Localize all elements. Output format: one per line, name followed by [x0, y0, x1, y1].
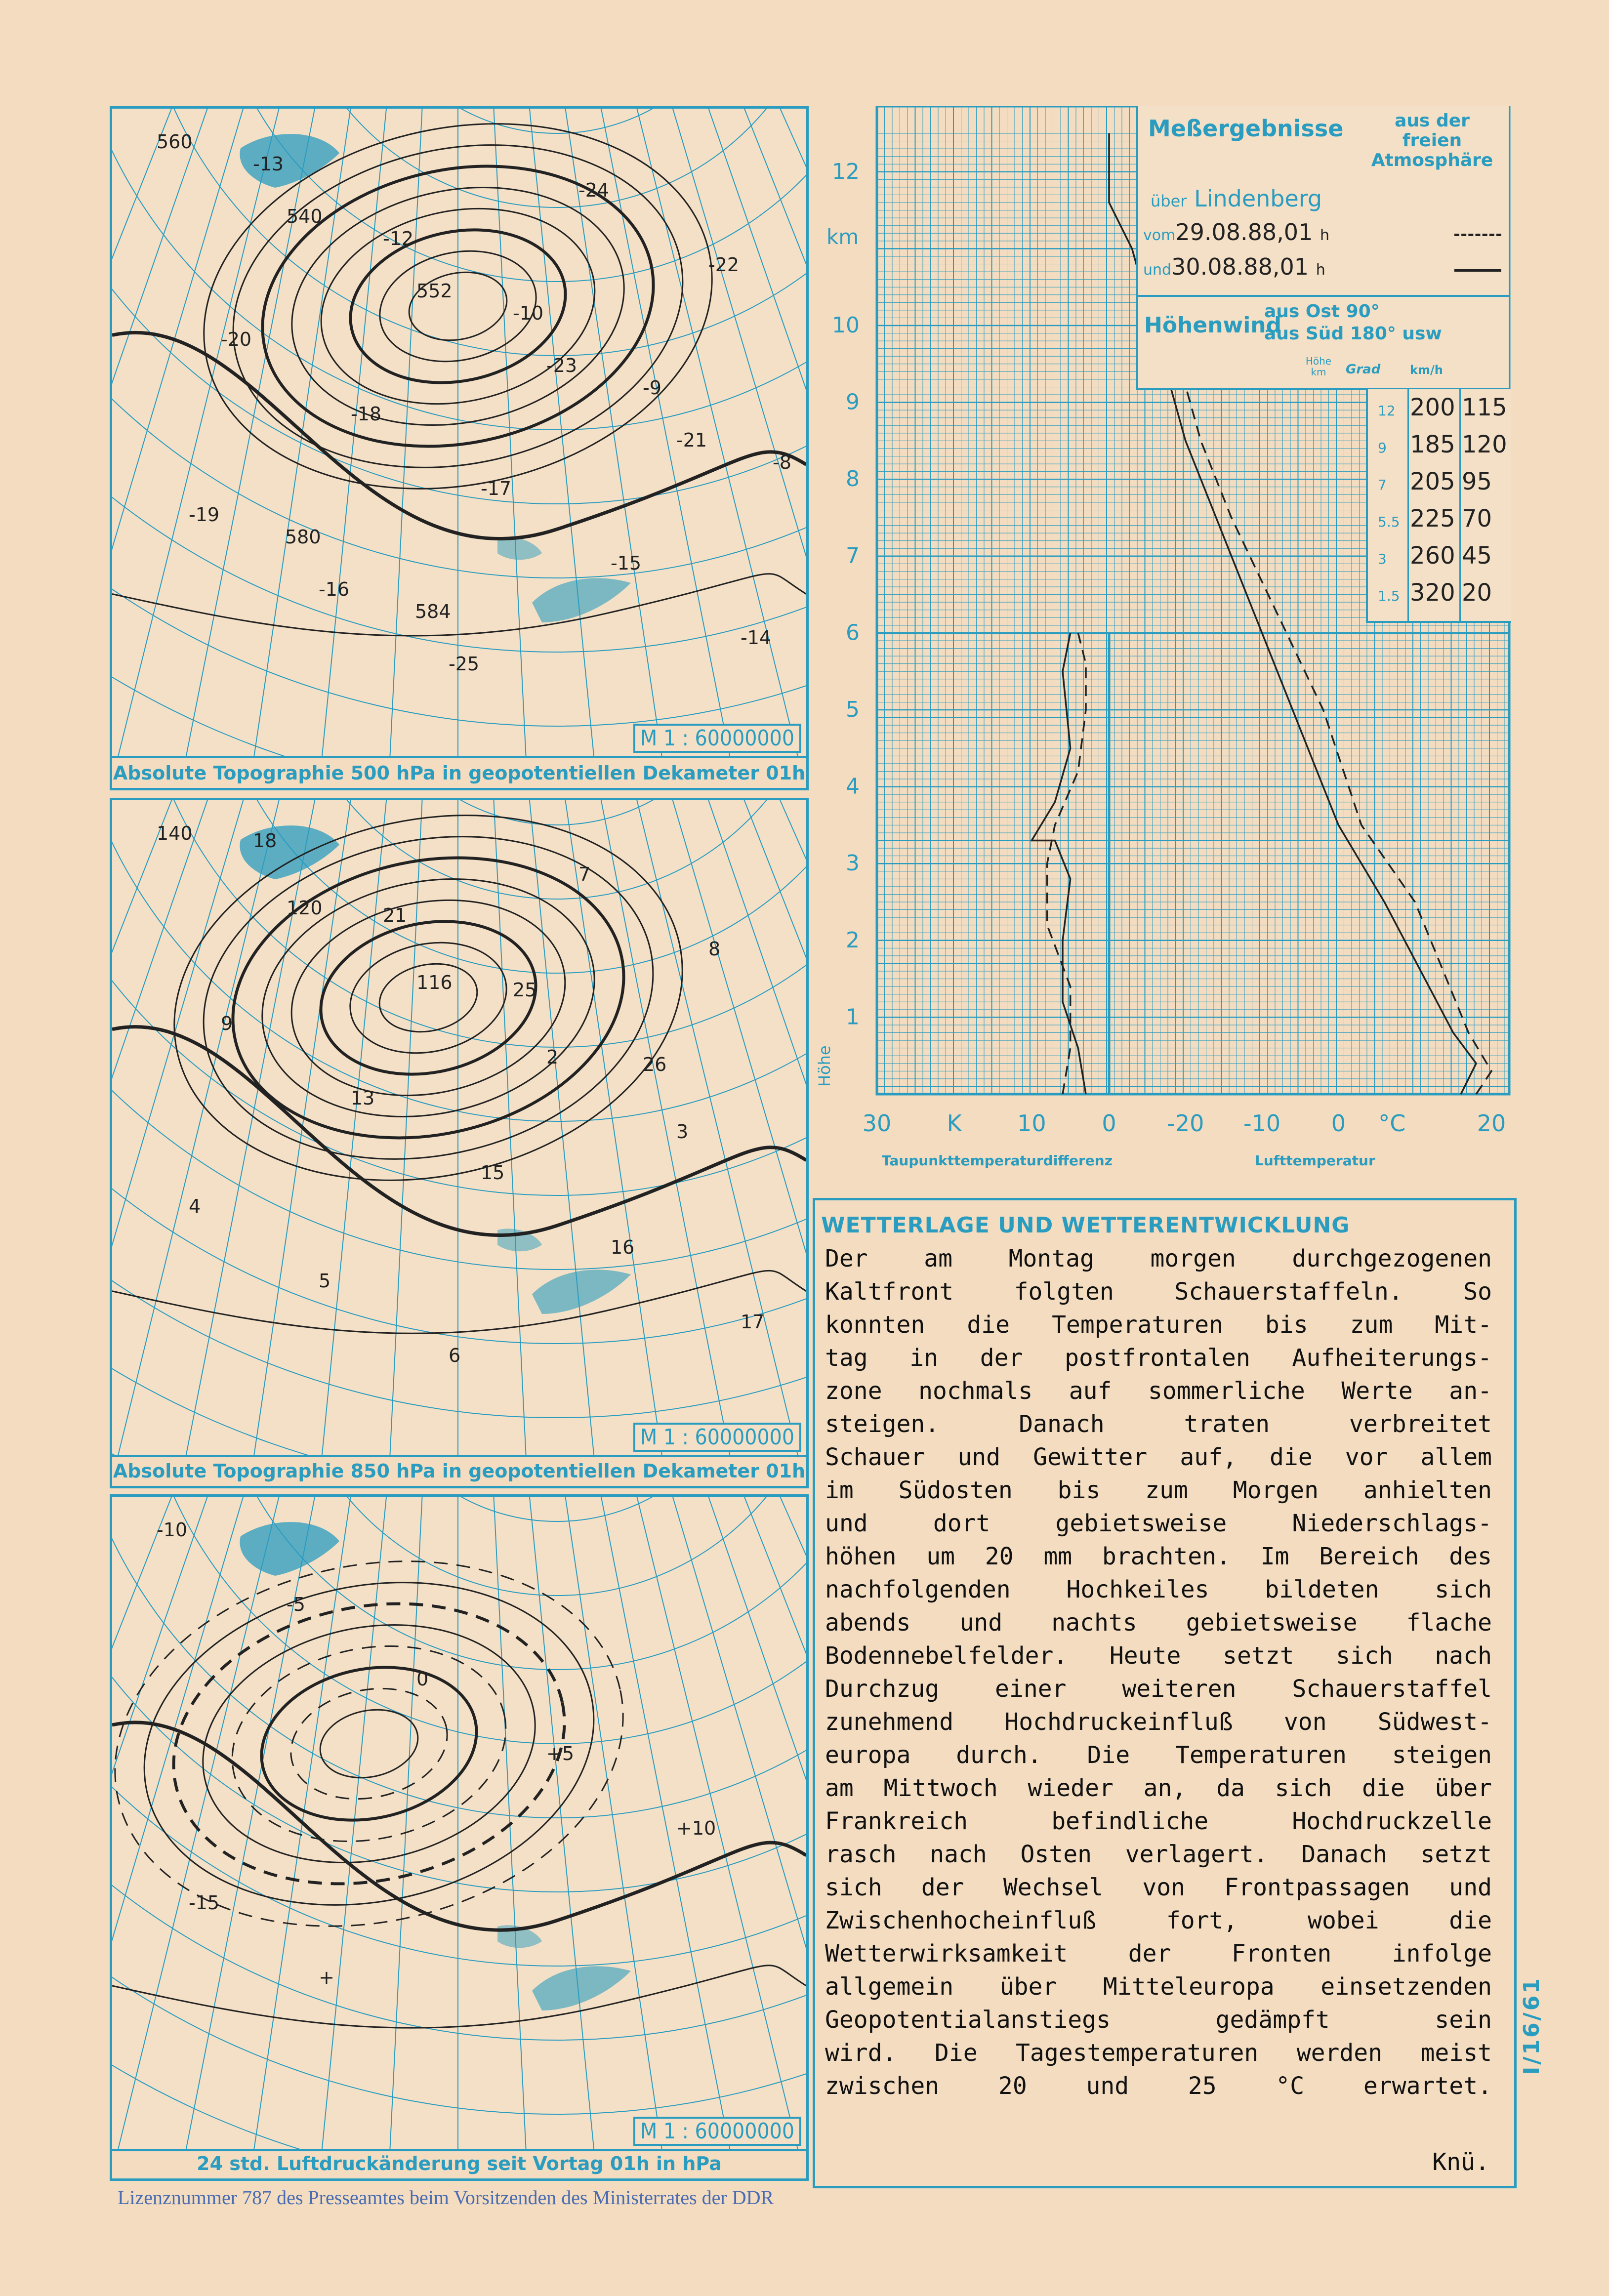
dew-axis-label: Taupunkttemperaturdifferenz: [882, 1152, 1113, 1169]
temp-axis-label: Lufttemperatur: [1255, 1152, 1375, 1169]
meridian-line: [112, 800, 285, 1455]
text-line: Schauer und Gewitter auf, die vor allem: [825, 1443, 1492, 1471]
y-tick-label: 4: [846, 774, 860, 799]
text-line: rasch nach Osten verlagert. Danach setzt: [825, 1841, 1492, 1868]
meridian-line: [700, 800, 806, 1455]
text-line: am Mittwoch wieder an, da sich die über: [825, 1774, 1492, 1802]
isoline-label: 13: [351, 1087, 375, 1109]
signature: Knü.: [1432, 2148, 1489, 2176]
text-line: konnten die Temperaturen bis zum Mit-: [825, 1311, 1492, 1339]
isoline: [373, 955, 483, 1041]
meridian-line: [320, 109, 389, 756]
isoline-label: -15: [611, 552, 642, 574]
map-pressure-change: [110, 1494, 809, 2151]
isoline-label: 580: [285, 526, 321, 548]
chart-location-row: [1151, 185, 1322, 212]
wind-row-degree: 320: [1410, 579, 1455, 607]
isoline: [340, 929, 517, 1067]
isoline-label: -22: [708, 254, 740, 276]
text-line: Wetterwirksamkeit der Fronten infolge: [825, 1940, 1492, 1968]
isoline-label: +5: [546, 1743, 575, 1764]
wind-row-speed: 95: [1462, 468, 1492, 495]
isoline-label: -8: [773, 451, 791, 473]
text-line: Kaltfront folgten Schauerstaffeln. So: [825, 1278, 1492, 1306]
isoline-label: 5: [319, 1270, 331, 1292]
y-tick-label: 8: [846, 466, 860, 492]
parallel-arc: [359, 800, 754, 825]
parallel-arc: [359, 1497, 754, 1521]
meridian-line: [700, 109, 806, 756]
isoline-label: 560: [157, 131, 193, 153]
wind-row-height: 1.5: [1378, 588, 1400, 604]
wind-header-height: Höhe km: [1305, 355, 1332, 378]
isoline-label: 140: [157, 822, 193, 844]
map-850hpa-drawing: [112, 800, 806, 1455]
map-pressure-change-scale: M 1 : 60000000: [633, 2117, 801, 2146]
alps-area: [532, 1966, 631, 2010]
map-850hpa-scale: M 1 : 60000000: [633, 1423, 801, 1452]
chart-location-prefix: über: [1151, 192, 1187, 210]
isoline-label: 15: [481, 1162, 505, 1184]
chart-run2-prefix: und: [1143, 261, 1172, 279]
meridian-line: [112, 1497, 216, 2149]
isoline-label: 120: [287, 897, 323, 919]
text-line: Durchzug einer weiteren Schauerstaffel: [825, 1675, 1492, 1703]
chart-subtitle: aus der freien Atmosphäre: [1371, 111, 1493, 170]
parallel-arc: [112, 1497, 806, 1818]
meridian-line: [735, 800, 806, 1455]
wind-note-south: aus Süd 180° usw: [1264, 324, 1442, 344]
temp-tick-label: -20: [1167, 1110, 1204, 1137]
isoline-label: -16: [319, 578, 350, 600]
chart-legend: [1136, 106, 1509, 390]
isoline-label: -10: [157, 1519, 188, 1541]
chart-run1-prefix: vom: [1143, 227, 1176, 244]
parallel-arc: [285, 1497, 806, 1596]
isoline-label: -15: [189, 1892, 220, 1914]
wind-title: Höhenwind: [1144, 313, 1282, 338]
chart-run1-row: [1143, 219, 1329, 246]
isoline-label: -14: [741, 627, 772, 649]
text-line: wird. Die Tagestemperaturen werden meist: [825, 2039, 1492, 2067]
temp-tick-label: -10: [1243, 1110, 1281, 1137]
isoline-label: 9: [221, 1013, 233, 1034]
text-line: Zwischenhocheinfluß fort, wobei die: [825, 1907, 1492, 1934]
isoline-label: 540: [287, 205, 323, 227]
wind-row-speed: 70: [1462, 505, 1492, 533]
wind-table: [1366, 389, 1511, 623]
wind-row-degree: 185: [1410, 431, 1455, 458]
wind-note-east: aus Ost 90°: [1264, 301, 1380, 322]
isoline-label: 7: [578, 863, 591, 885]
wind-row-degree: 205: [1410, 468, 1455, 495]
meridian-line: [735, 109, 806, 756]
isoline-label: 26: [643, 1054, 667, 1075]
map-isolines: [112, 1516, 806, 2028]
isoline: [314, 1701, 424, 1787]
lake-area: [497, 537, 542, 560]
wind-row-speed: 120: [1462, 431, 1507, 458]
isoline-label: 6: [449, 1345, 461, 1366]
isoline-label: 3: [676, 1121, 689, 1143]
isoline-label: -18: [351, 403, 382, 425]
y-tick-label: 1: [846, 1004, 860, 1030]
isoline-label: 116: [416, 972, 453, 993]
y-tick-label: 5: [846, 697, 860, 722]
isoline-label: -5: [287, 1594, 305, 1615]
temp-tick-label: °C: [1378, 1110, 1406, 1137]
meridian-line: [112, 109, 285, 756]
isoline-label: -20: [221, 328, 252, 350]
text-line: zunehmend Hochdruckeinfluß von Südwest-: [825, 1708, 1492, 1736]
meridian-line: [735, 1497, 806, 2149]
y-tick-label: 10: [832, 313, 860, 338]
isoline-label: 17: [741, 1311, 765, 1333]
wind-row-degree: 225: [1410, 505, 1455, 533]
meridian-line: [631, 109, 804, 756]
text-line: tag in der postfrontalen Aufheiterungs-: [825, 1344, 1492, 1372]
text-line: und dort gebietsweise Niederschlags-: [825, 1510, 1492, 1537]
isoline-label: -23: [546, 355, 578, 376]
dew-tick-label: 0: [1102, 1110, 1116, 1137]
y-tick-label: 7: [846, 543, 860, 569]
map-850hpa: [110, 798, 809, 1457]
dew-tick-label: 10: [1017, 1110, 1046, 1137]
isoline-label: +: [319, 1967, 334, 1988]
map-500hpa: [110, 106, 809, 758]
text-line: höhen um 20 mm brachten. Im Bereich des: [825, 1543, 1492, 1570]
isoline-label: +10: [676, 1817, 716, 1839]
text-line: europa durch. Die Temperaturen steigen: [825, 1741, 1492, 1769]
text-line: zone nochmals auf sommerliche Werte an-: [825, 1377, 1492, 1405]
parallel-arc: [112, 800, 806, 1270]
chart-run1-date: 29.08.88,01: [1175, 219, 1313, 246]
dew-tick-label: 30: [862, 1110, 892, 1137]
weather-text-panel: [813, 1198, 1517, 2188]
temp-tick-label: 20: [1477, 1110, 1506, 1137]
isoline-label: -17: [481, 478, 512, 499]
isoline-label: -10: [513, 302, 544, 324]
temp-tick-label: 0: [1331, 1110, 1346, 1137]
map-500hpa-caption: Absolute Topographie 500 hPa in geopotentiellen Dekameter 01h: [110, 758, 809, 790]
isoline-label: -12: [383, 228, 414, 249]
wind-row-height: 9: [1378, 440, 1387, 456]
isoline-label: 21: [383, 904, 407, 926]
isoline-label: -24: [578, 179, 610, 201]
meridian-line: [804, 1497, 806, 2149]
map-500hpa-drawing: [112, 109, 806, 756]
chart-run1-dash-sample: [1454, 234, 1501, 236]
meridian-line: [493, 800, 527, 1455]
meridian-line: [769, 109, 806, 756]
isoline: [214, 1622, 524, 1866]
license-note: Lizenznummer 787 des Presseamtes beim Vorsitzenden des Ministerrates der DDR: [118, 2186, 774, 2209]
map-pressure-change-caption: 24 std. Luftdruckänderung seit Vortag 01h in hPa: [110, 2149, 809, 2181]
wind-row-speed: 20: [1462, 579, 1492, 607]
parallel-arc: [285, 109, 806, 207]
chart-run2-row: [1143, 253, 1325, 280]
isoline-label: -13: [253, 153, 284, 175]
meridian-line: [804, 800, 806, 1455]
wind-row-speed: 45: [1462, 542, 1492, 570]
isoline-label: 0: [416, 1668, 429, 1690]
chart-title: Meßergebnisse: [1148, 115, 1344, 142]
text-line: Frankreich befindliche Hochdruckzelle: [825, 1807, 1492, 1835]
y-tick-label: 3: [846, 851, 860, 876]
isoline-label: 584: [415, 601, 451, 622]
meridian-line: [112, 1497, 285, 2149]
meridian-line: [389, 800, 423, 1455]
wind-header-speed: km/h: [1410, 363, 1443, 377]
isoline-label: -9: [643, 377, 661, 399]
map-500hpa-scale: M 1 : 60000000: [633, 724, 801, 753]
meridian-line: [631, 1497, 804, 2149]
meridian-line: [700, 1497, 806, 2149]
wind-row-height: 3: [1378, 551, 1387, 567]
chart-location: Lindenberg: [1194, 185, 1322, 212]
y-tick-label: 12: [832, 159, 860, 184]
glacier-area: [240, 1522, 339, 1576]
parallel-arc: [112, 109, 806, 726]
chart-run2-date: 30.08.88,01: [1171, 253, 1309, 280]
isoline-label: 18: [253, 830, 277, 852]
isoline-label: 2: [546, 1046, 559, 1068]
sounding-chart: [813, 106, 1512, 1173]
wind-row-height: 7: [1378, 477, 1387, 493]
meridian-line: [112, 800, 216, 1455]
weather-text-title: WETTERLAGE UND WETTERENTWICKLUNG: [821, 1213, 1350, 1238]
meridian-line: [320, 1497, 389, 2149]
chart-run1-suffix: h: [1320, 227, 1329, 244]
y-unit: km: [826, 225, 859, 249]
wind-row-speed: 115: [1462, 394, 1507, 421]
map-850hpa-caption: Absolute Topographie 850 hPa in geopotentiellen Dekameter 01h: [110, 1456, 809, 1488]
meridian-line: [769, 1497, 806, 2149]
y-axis-title: Höhe: [815, 1045, 834, 1087]
alps-area: [532, 1270, 631, 1314]
isoline-label: 4: [189, 1195, 201, 1217]
y-tick-label: 6: [846, 620, 860, 646]
wind-table-rule: [1407, 389, 1409, 621]
weather-text-body: [825, 1242, 1492, 2103]
map-pressure-change-drawing: [112, 1497, 806, 2149]
text-line: steigen. Danach traten verbreitet: [825, 1410, 1492, 1438]
isoline: [147, 1569, 591, 1919]
text-line: abends und nachts gebietsweise flache: [825, 1609, 1492, 1637]
chart-run2-suffix: h: [1316, 261, 1325, 279]
wind-header-degree: Grad: [1346, 362, 1381, 377]
text-line: Bodennebelfelder. Heute setzt sich nach: [825, 1642, 1492, 1670]
wind-row-height: 12: [1378, 403, 1396, 419]
isoline-label: -25: [449, 653, 480, 675]
y-tick-label: 2: [846, 927, 860, 953]
chart-run2-solid-sample: [1454, 269, 1501, 272]
text-line: im Südosten bis zum Morgen anhielten: [825, 1476, 1492, 1504]
meridian-line: [804, 109, 806, 756]
wind-row-degree: 200: [1410, 394, 1455, 421]
meridian-line: [631, 800, 804, 1455]
meridian-line: [493, 109, 527, 756]
isoline-label: 8: [708, 938, 721, 960]
wind-row-degree: 260: [1410, 542, 1455, 570]
isoline-label: 552: [416, 280, 453, 302]
meridian-line: [769, 800, 806, 1455]
wind-table-rule: [1459, 389, 1461, 621]
meridian-line: [596, 109, 735, 756]
meridian-line: [389, 109, 423, 756]
isoline-label: 25: [513, 979, 537, 1001]
meridian-line: [389, 1497, 423, 2149]
dew-tick-label: K: [947, 1110, 962, 1137]
text-line: Der am Montag morgen durchgezogenen: [825, 1245, 1492, 1272]
meridian-line: [112, 109, 216, 756]
parallel-arc: [112, 800, 806, 1195]
isoline-label: -19: [189, 504, 220, 526]
isoline-label: 16: [611, 1236, 635, 1258]
text-line: allgemein über Mitteleuropa einsetzenden: [825, 1973, 1492, 2001]
page-code: I/16/61: [1519, 1976, 1544, 2075]
isoline-label: -21: [676, 429, 707, 451]
text-line: nachfolgenden Hochkeiles bildeten sich: [825, 1576, 1492, 1603]
y-tick-label: 9: [846, 389, 860, 415]
chart-legend-divider: [1138, 295, 1509, 297]
text-line: sich der Wechsel von Frontpassagen und: [825, 1874, 1492, 1901]
wind-row-height: 5.5: [1378, 514, 1400, 530]
text-line: zwischen 20 und 25 °C erwartet.: [825, 2072, 1492, 2100]
meridian-line: [596, 800, 735, 1455]
text-line: Geopotentialanstiegs gedämpft sein: [825, 2006, 1492, 2034]
alps-area: [532, 578, 631, 622]
